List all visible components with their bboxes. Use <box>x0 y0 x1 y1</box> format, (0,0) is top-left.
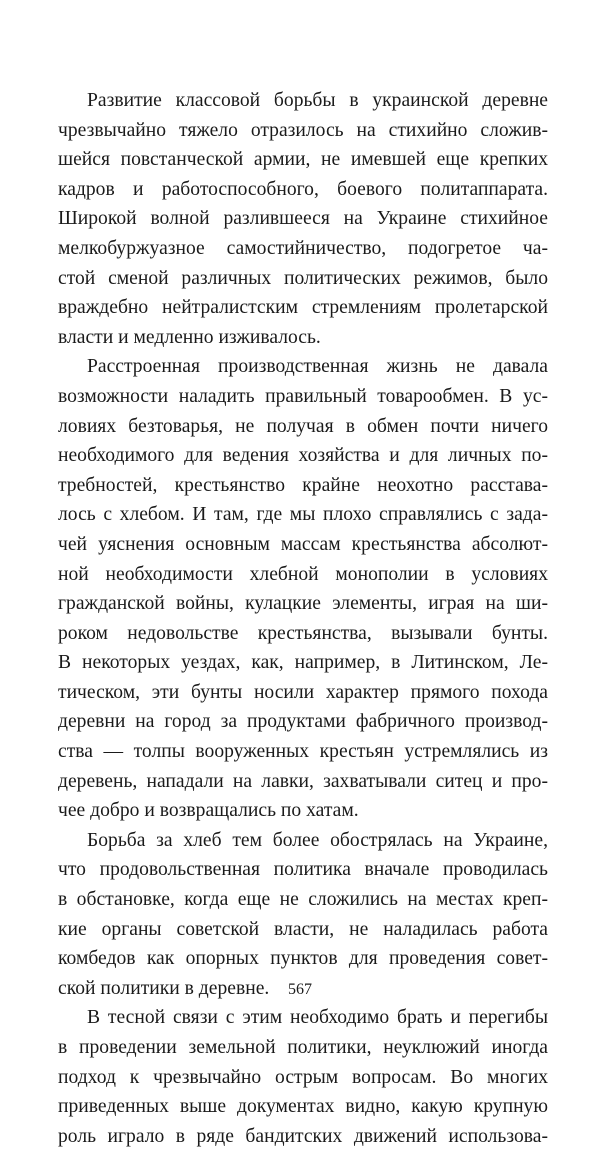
text-line: гражданской войны, кулацкие элементы, играя на ши- <box>58 593 548 615</box>
page-number: 567 <box>288 981 312 998</box>
text-line: чей уяснения основным массам крестьянства абсолют- <box>58 533 548 555</box>
paragraph <box>58 352 548 826</box>
text-line: лось с хлебом. И там, где мы плохо справлялись с зада- <box>58 504 548 526</box>
text-line: что продовольственная политика вначале проводилась <box>58 859 548 881</box>
text-line: Расстроенная производственная жизнь не давала <box>87 356 548 378</box>
text-line: в проведении земельной политики, неуклюжий иногда <box>58 1037 548 1058</box>
text-line: власти и медленно изживалось. <box>58 326 321 348</box>
text-line: деревень, нападали на лавки, захватывали ситец и про- <box>58 770 548 792</box>
text-line: В тесной связи с этим необходимо брать и перегибы <box>87 1007 548 1029</box>
text-line: требностей, крестьянство крайне неохотно расстава- <box>58 474 548 496</box>
text-line: чрезвычайно тяжело отразилось на стихийно сложив- <box>58 119 548 141</box>
text-line: чее добро и возвращались по хатам. <box>58 800 359 822</box>
text-line: кадров и работоспособного, боевого политаппарата. <box>58 178 548 200</box>
text-line: Широкой волной разлившееся на Украине стихийное <box>58 208 548 230</box>
text-line: роль играло в ряде бандитских движений использова- <box>58 1125 548 1147</box>
text-line: ской политики в деревне. <box>58 977 270 999</box>
text-line: стой сменой различных политических режимов, было <box>58 267 548 289</box>
paragraph <box>58 1003 548 1151</box>
paragraph <box>58 826 548 1004</box>
text-line: враждебно нейтралистским стремлениям пролетарской <box>58 297 548 319</box>
text-line: деревни на город за продуктами фабричного производ- <box>58 711 548 733</box>
text-line: приведенных выше документах видно, какую крупную <box>58 1096 548 1118</box>
text-line: В некоторых уездах, как, например, в Литинском, Ле- <box>58 652 548 674</box>
text-line: комбедов как опорных пунктов для проведения совет- <box>58 948 548 970</box>
text-line: необходимого для ведения хозяйства и для личных по- <box>58 445 548 467</box>
text-line: шейся повстанческой армии, не имевшей еще крепких <box>58 149 548 171</box>
text-line: ловиях безтоварья, не получая в обмен почти ничего <box>58 415 548 437</box>
text-line: кие органы советской власти, не наладилась работа <box>58 918 548 940</box>
text-line: подход к чрезвычайно острым вопросам. Во многих <box>58 1066 548 1088</box>
text-line: возможности наладить правильный товарообмен. В ус- <box>58 385 548 407</box>
text-line: Борьба за хлеб тем более обострялась на Украине, <box>87 829 548 851</box>
text-line: ства — толпы вооруженных крестьян устремлялись из <box>58 741 548 763</box>
text-line: мелкобуржуазное самостийничество, подогретое ча- <box>58 237 548 259</box>
text-line: ной необходимости хлебной монополии в условиях <box>58 563 548 585</box>
text-line: в обстановке, когда еще не сложились на местах креп- <box>58 889 548 911</box>
text-line: Развитие классовой борьбы в украинской деревне <box>87 90 548 111</box>
text-line: тическом, эти бунты носили характер прямого похода <box>58 681 548 703</box>
paragraph <box>58 86 548 352</box>
text-line: роком недовольстве крестьянства, вызывали бунты. <box>58 622 548 644</box>
